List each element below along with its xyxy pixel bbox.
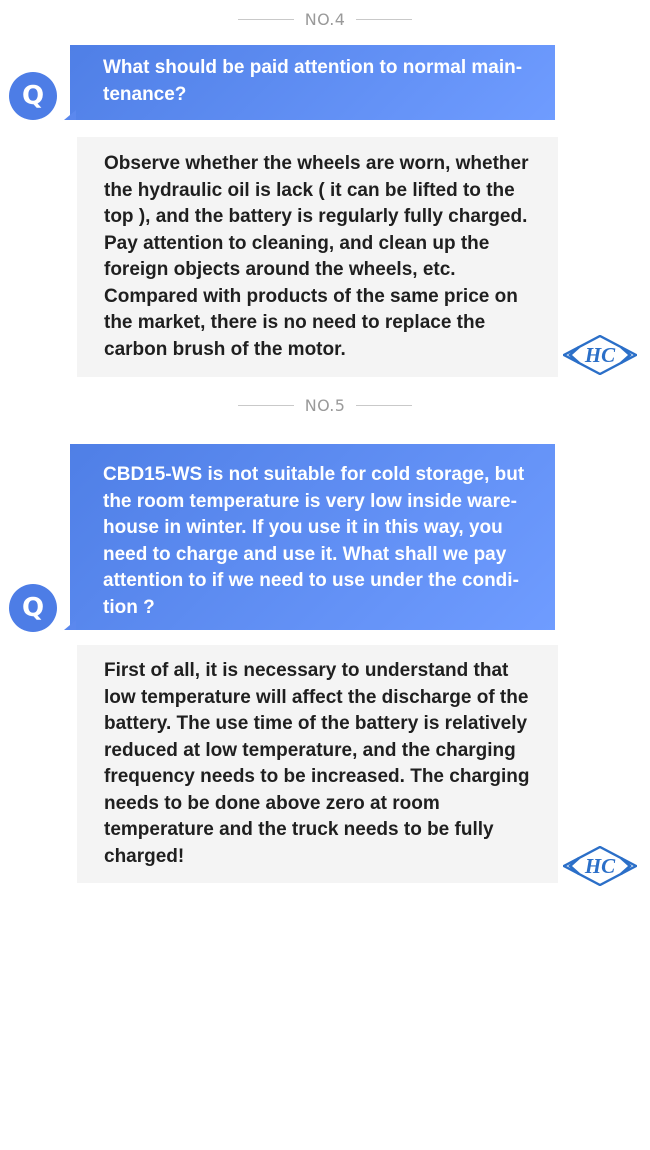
section-number: NO.4 [304,9,346,29]
question-bubble-tail [64,620,76,630]
answer-bubble-no4 [77,137,558,377]
question-bubble-no4 [70,45,555,120]
question-text: What should be paid attention to normal main-tenance? [103,57,523,105]
question-q-icon: Q [9,72,57,120]
hc-logo-icon [563,846,637,886]
section-divider-no4 [0,9,650,29]
logo-text: HC [584,854,616,878]
question-q-icon: Q [9,584,57,632]
question-bubble-tail [64,110,76,120]
divider-line-left [238,405,294,406]
divider-line-right [356,405,412,406]
logo-text: HC [584,343,616,367]
hc-logo-icon [563,335,637,375]
answer-bubble-no5 [77,645,558,883]
question-bubble-no5 [70,444,555,630]
answer-text: Observe whether the wheels are worn, whether the hydraulic oil is lack ( it can be lifted to the top ), and the battery is regularly fully charged. Pay attention to cleaning, and clean up the foreign objects around the wheels, etc. Compared with products of the same price on the market, there is no need to replace the carbon brush of the motor. [104,153,529,360]
divider-line-left [238,19,294,20]
divider-line-right [356,19,412,20]
section-divider-no5 [0,395,650,415]
answer-text: First of all, it is necessary to understand that low temperature will affect the discharge of the battery. The use time of the battery is relatively reduced at low temperature, and the charging frequency needs to be increased. The charging needs to be done above zero at room temperature and the truck needs to be fully charged! [104,660,530,867]
question-text: CBD15-WS is not suitable for cold storage, but the room temperature is very low inside ware-house in winter. If you use it in this way, you need to charge and use it. What shall we pay attention to if we need to use under the condi-tion ? [103,464,525,618]
section-number: NO.5 [304,395,346,415]
